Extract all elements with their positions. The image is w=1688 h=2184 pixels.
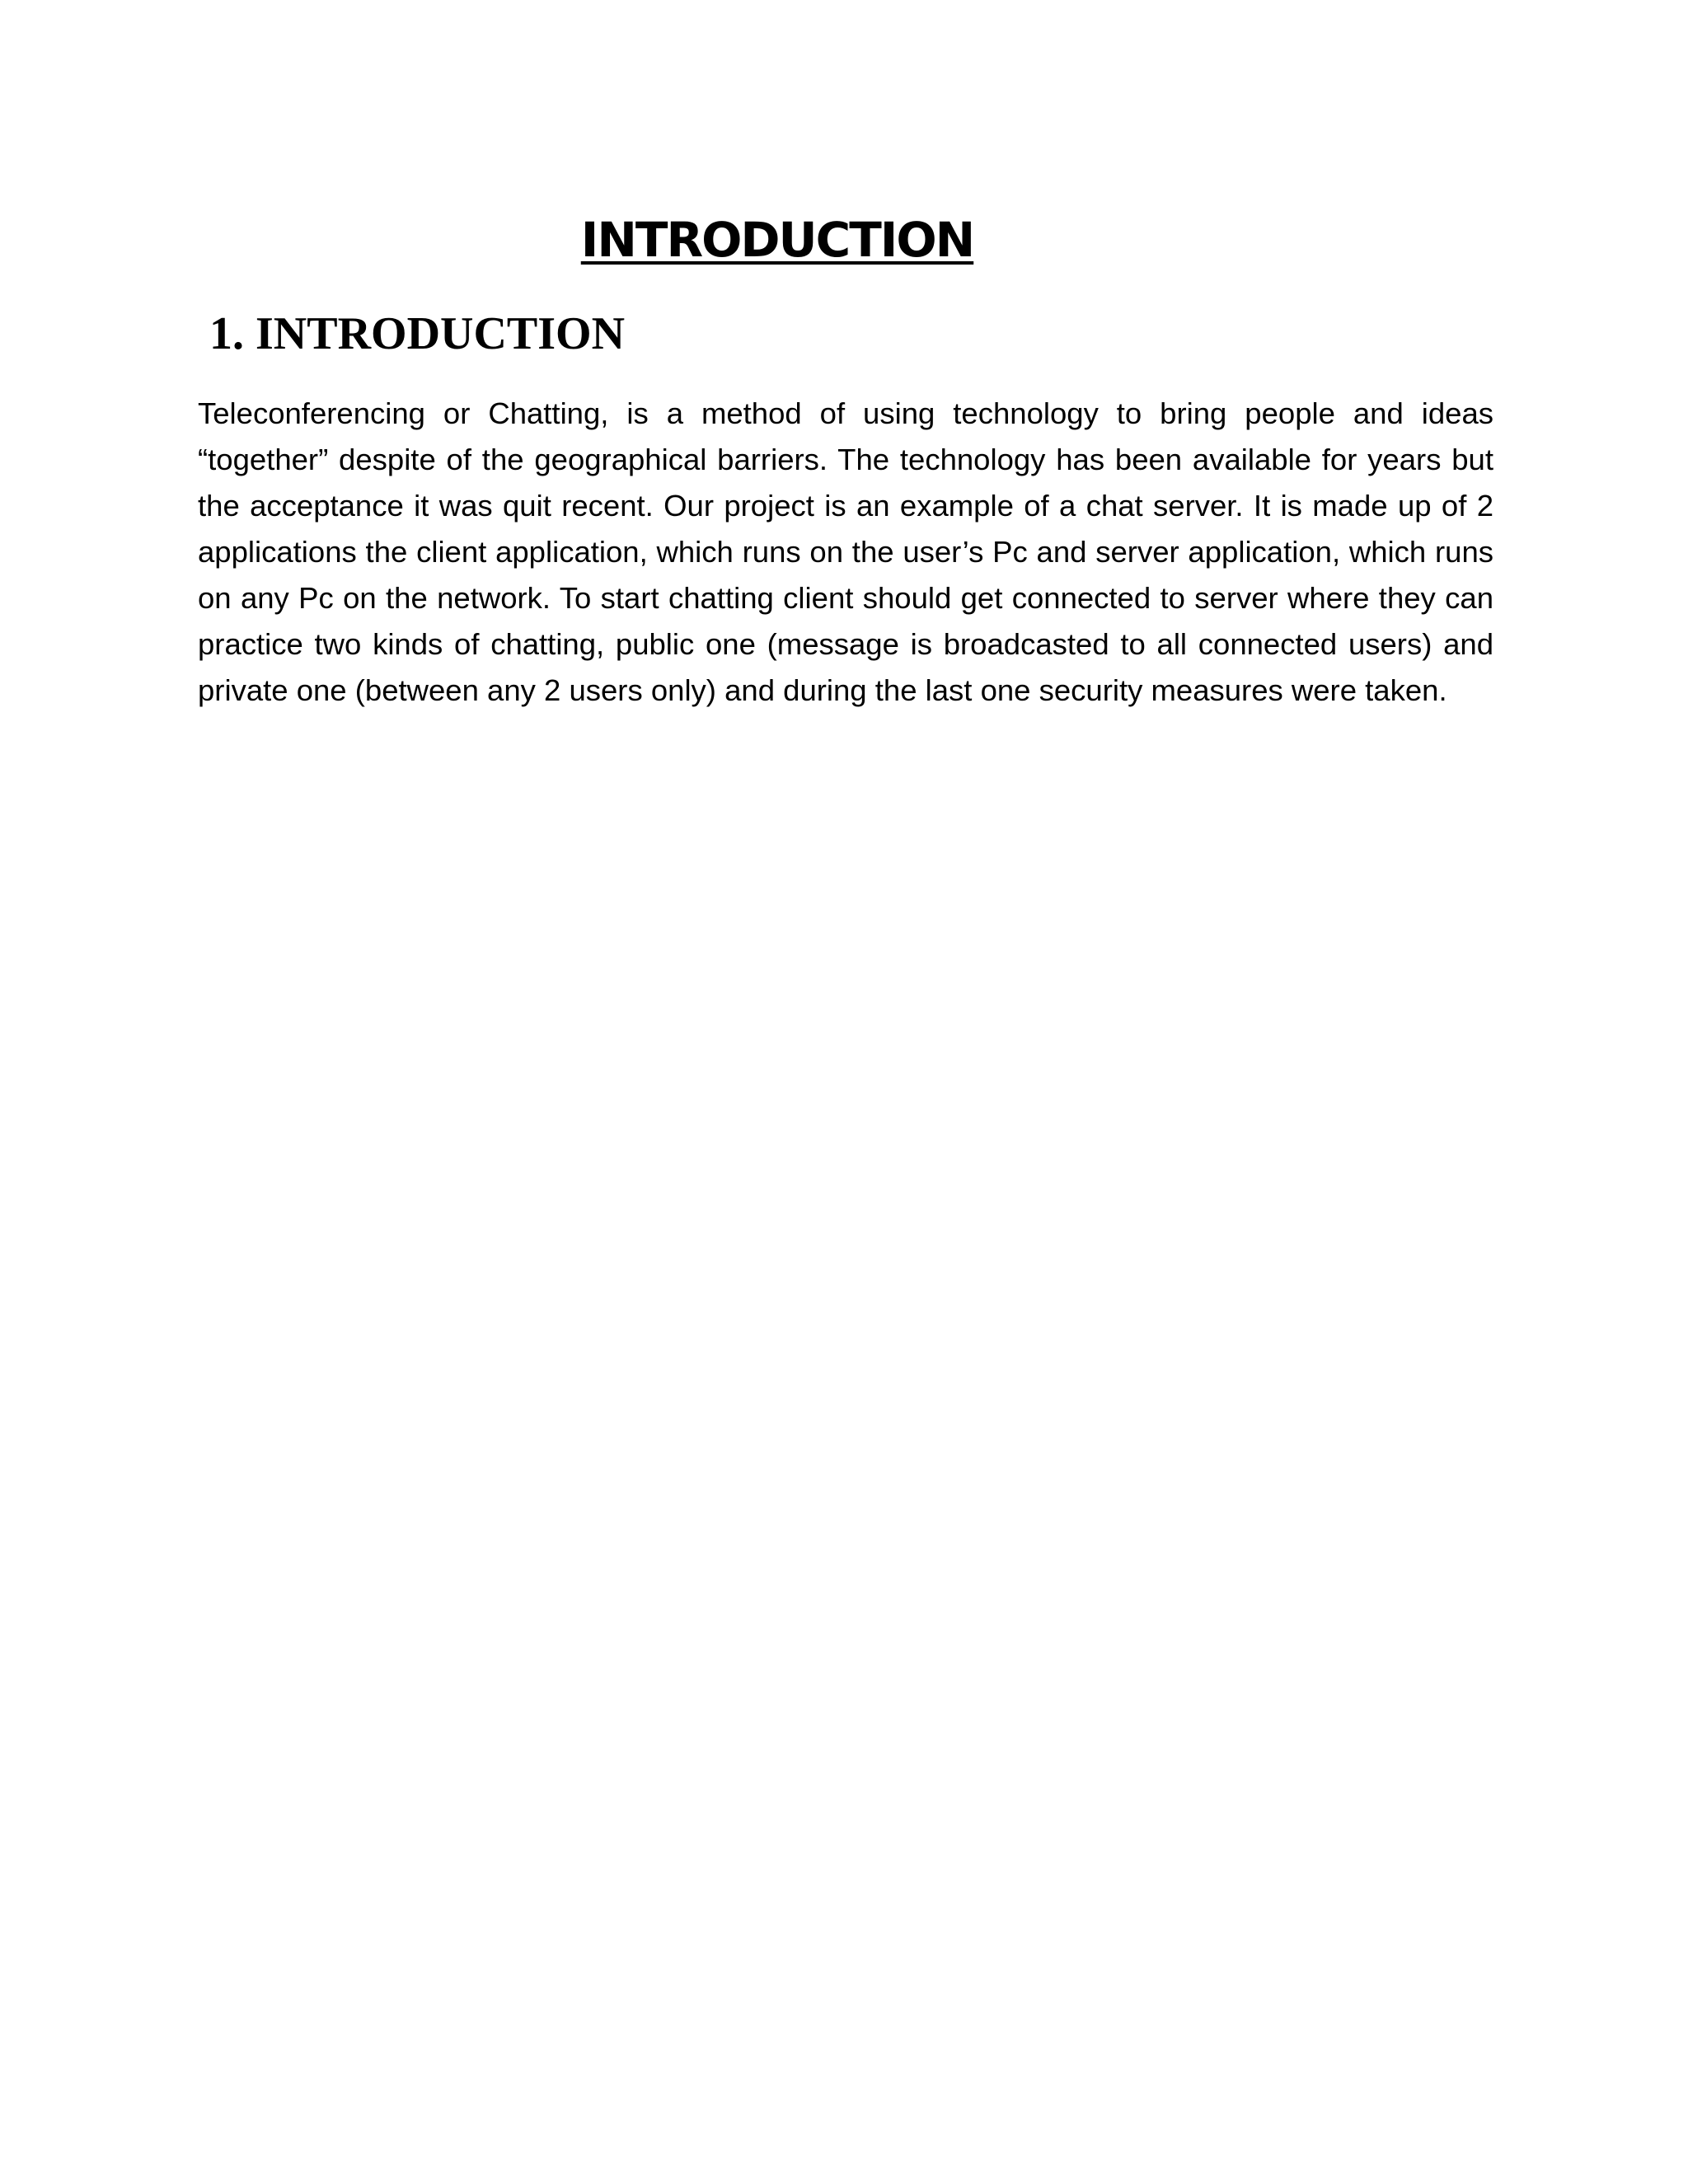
introduction-paragraph: Teleconferencing or Chatting, is a method of using technology to bring people and ideas “together” despite of the geographical barriers. The technology has been available for years but the acceptance it was quit recent. Our project is an example of a chat server. It is made up of 2 applications the client application, which runs on the user’s Pc and server application, which runs on any Pc on the network. To start chatting client should get connected to server where they can practice two kinds of chatting, public one (message is broadcasted to all connected users) and private one (between any 2 users only) and during the last one security measures were taken. xyxy=(198,396,1493,707)
section-heading: 1. INTRODUCTION xyxy=(209,308,626,359)
page-title: INTRODUCTION xyxy=(580,212,974,268)
